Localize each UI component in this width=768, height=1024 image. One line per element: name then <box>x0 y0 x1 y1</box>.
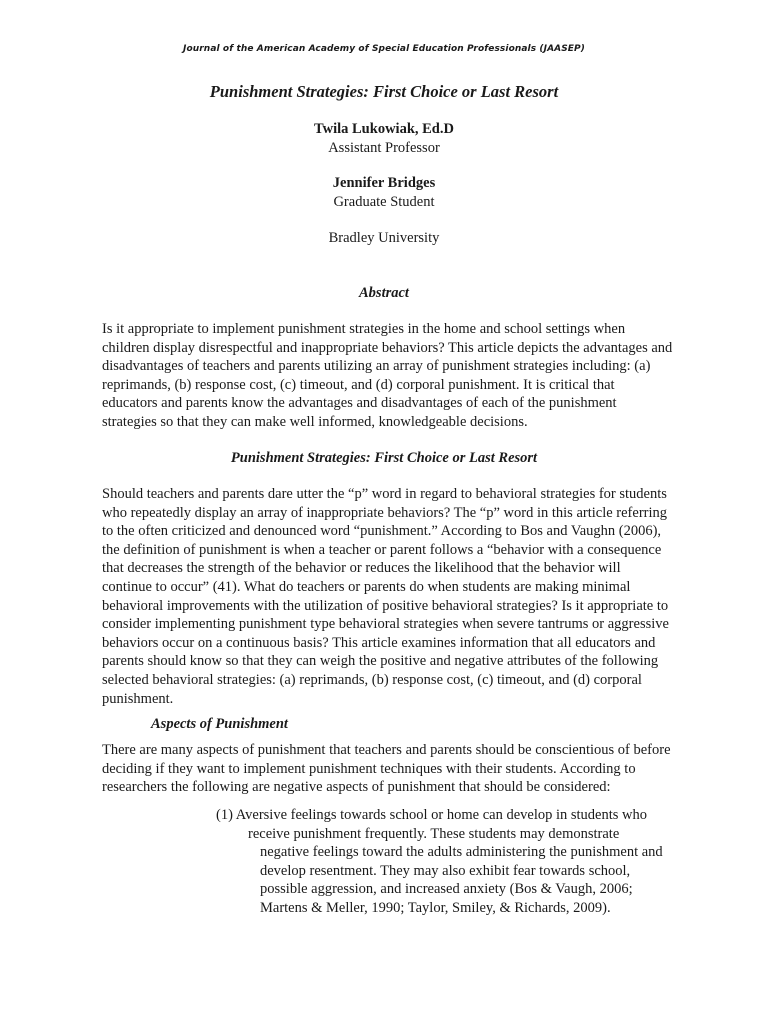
aspects-list-item-1 <box>216 806 696 918</box>
intro-line: continue to occur” (41). What do teachers or parents do when students are making minimal <box>102 578 631 595</box>
abstract-line: children display disrespectful and inappropriate behaviors? This article depicts the advantages and <box>102 339 673 356</box>
journal-header: Journal of the American Academy of Special Education Professionals (JAASEP) <box>183 44 585 54</box>
aspects-line: deciding if they want to implement punishment techniques with their students. According to <box>102 760 636 777</box>
list-line: possible aggression, and increased anxiety (Bos & Vaugh, 2006; <box>260 881 633 898</box>
intro-line: to the often criticized and denounced word “punishment.” According to Bos and Vaughn (2006), <box>102 523 662 540</box>
author-2-name: Jennifer Bridges <box>332 175 436 191</box>
intro-line: parents should know so that they can weigh the positive and negative attributes of the following <box>102 653 659 670</box>
author-1-name: Twila Lukowiak, Ed.D <box>314 121 454 137</box>
intro-line: behaviors occur on a continuous basis? This article examines information that all educators and <box>102 634 656 651</box>
aspects-line: There are many aspects of punishment that teachers and parents should be conscientious of before <box>102 742 671 758</box>
intro-line: the definition of punishment is when a teacher or parent follows a “behavior with a consequence <box>102 541 662 558</box>
intro-line: who repeatedly display an array of inappropriate behaviors? The “p” word in this article referring <box>102 504 668 521</box>
abstract-line: strategies so that they can make well informed, knowledgeable decisions. <box>102 413 528 430</box>
list-line: receive punishment frequently. These students may demonstrate <box>248 825 620 842</box>
intro-line: consider implementing punishment type behavioral strategies when severe tantrums or aggressive <box>102 616 669 633</box>
abstract-line: educators and parents know the advantages and disadvantages of each of the punishment <box>102 395 617 412</box>
abstract-heading: Abstract <box>359 285 409 301</box>
intro-line: behavioral improvements with the utilization of positive behavioral strategies? Is it appropriate to <box>102 597 669 614</box>
author-1-role: Assistant Professor <box>328 140 440 156</box>
author-2-role: Graduate Student <box>333 194 435 210</box>
affiliation: Bradley University <box>328 230 440 246</box>
aspects-line: researchers the following are negative aspects of punishment that should be considered: <box>102 779 611 796</box>
intro-line: that decreases the strength of the behavior or reduces the likelihood that the behavior will <box>102 560 621 577</box>
intro-paragraph <box>102 485 702 708</box>
section-heading: Punishment Strategies: First Choice or Last Resort <box>230 450 538 466</box>
intro-line: Should teachers and parents dare utter the “p” word in regard to behavioral strategies for students <box>102 486 667 502</box>
intro-line: selected behavioral strategies: (a) reprimands, (b) response cost, (c) timeout, and (d) corporal <box>102 671 642 688</box>
abstract-paragraph <box>102 320 702 432</box>
aspects-heading: Aspects of Punishment <box>151 716 288 732</box>
list-line: negative feelings toward the adults administering the punishment and <box>260 844 663 861</box>
list-line: (1) Aversive feelings towards school or home can develop in students who <box>216 807 648 823</box>
abstract-line: Is it appropriate to implement punishment strategies in the home and school settings when <box>102 321 626 337</box>
article-title: Punishment Strategies: First Choice or Last Resort <box>209 82 559 101</box>
abstract-line: disadvantages of teachers and parents utilizing an array of punishment strategies including: (a) <box>102 358 651 375</box>
aspects-paragraph <box>102 741 702 797</box>
intro-line: punishment. <box>102 690 174 707</box>
list-line: Martens & Meller, 1990; Taylor, Smiley, & Richards, 2009). <box>260 899 611 916</box>
abstract-line: reprimands, (b) response cost, (c) timeout, and (d) corporal punishment. It is critical that <box>102 376 615 393</box>
list-line: develop resentment. They may also exhibit fear towards school, <box>260 862 631 879</box>
